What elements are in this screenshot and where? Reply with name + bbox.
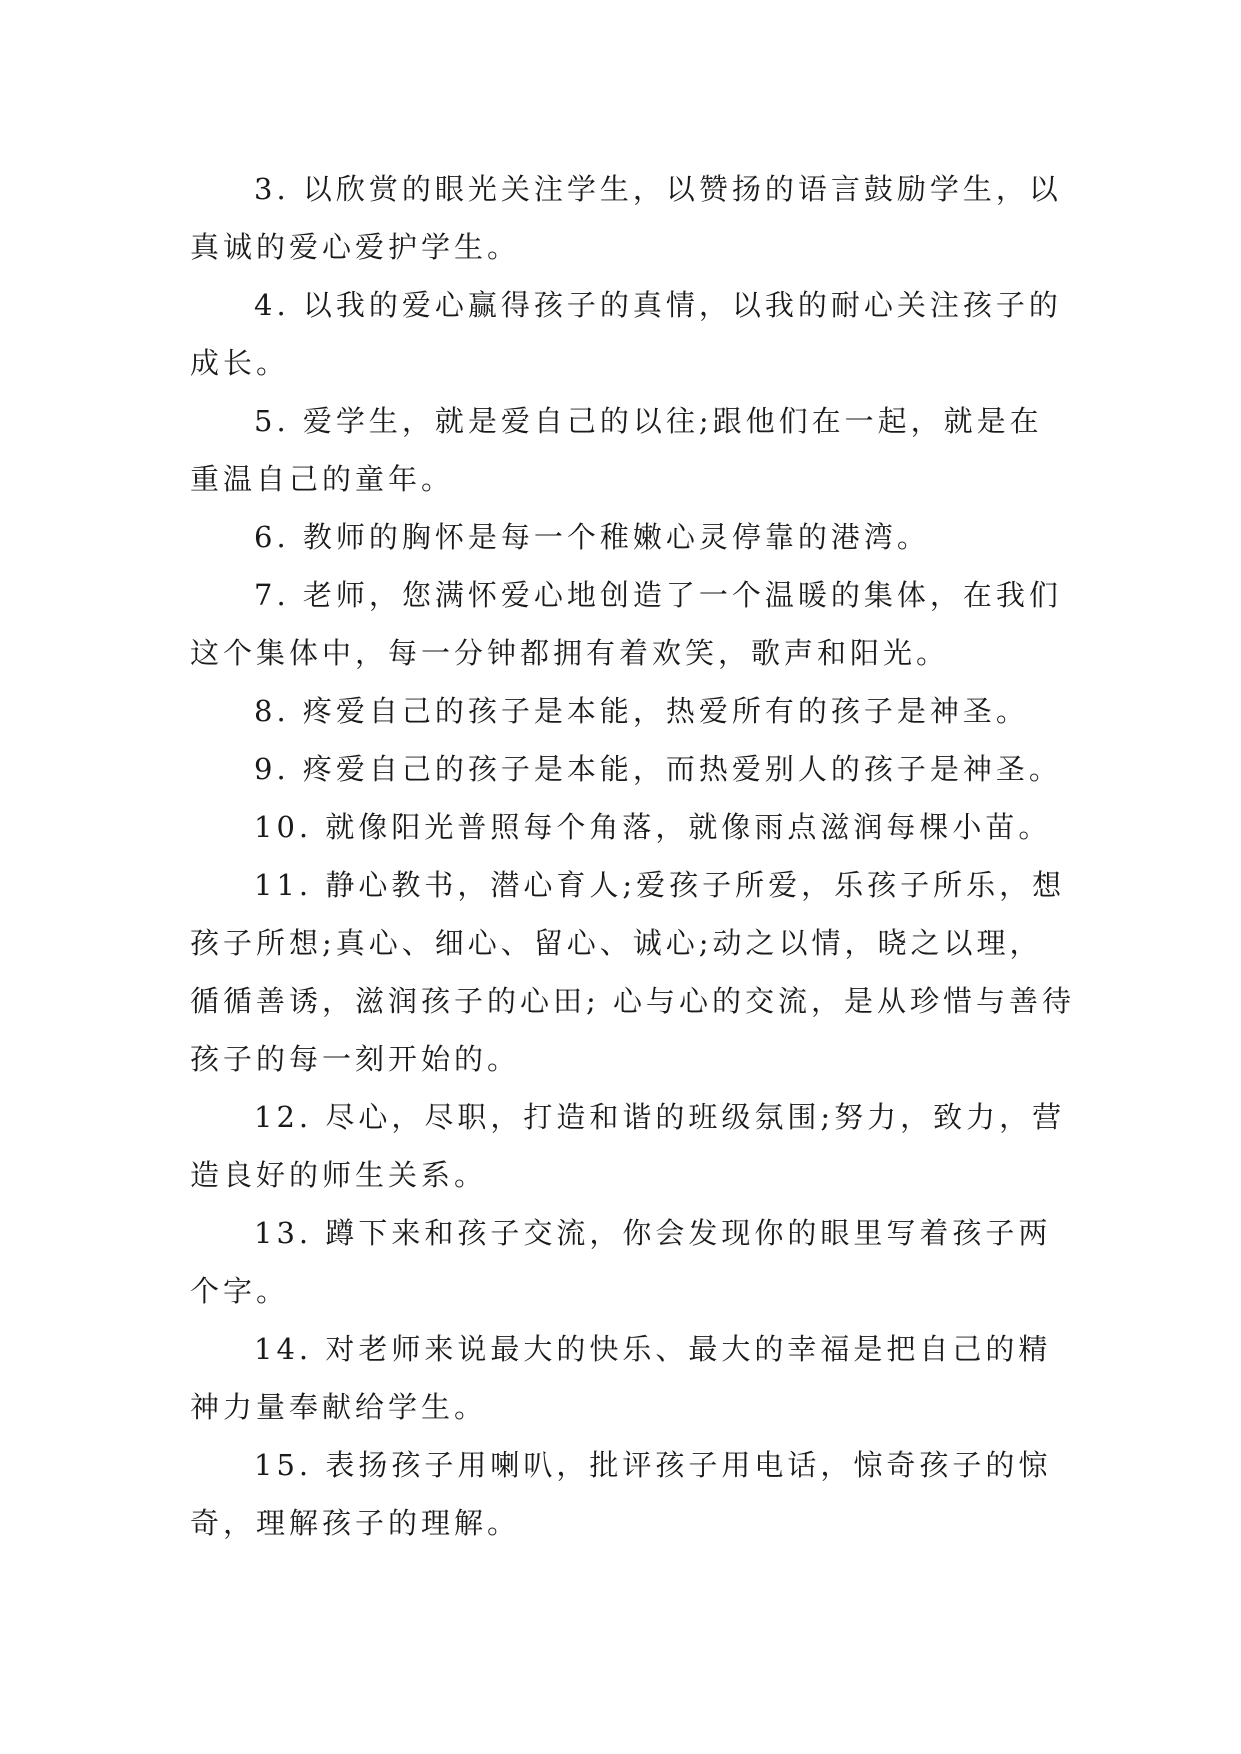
paragraph-15: 15. 表扬孩子用喇叭，批评孩子用电话，惊奇孩子的惊奇，理解孩子的理解。 bbox=[190, 1448, 1052, 1540]
document-body bbox=[190, 160, 1075, 1552]
paragraph-9: 9. 疼爱自己的孩子是本能，而热爱别人的孩子是神圣。 bbox=[254, 752, 1062, 786]
paragraph-10: 10. 就像阳光普照每个角落，就像雨点滋润每棵小苗。 bbox=[254, 810, 1052, 844]
paragraph-11: 11. 静心教书，潜心育人;爱孩子所爱，乐孩子所乐，想孩子所想;真心、细心、留心、诚心;动之以情，晓之以理，循循善诱，滋润孩子的心田; 心与心的交流，是从珍惜与善待孩子的每一刻开始的。 bbox=[190, 868, 1075, 1076]
paragraph-3: 3. 以欣赏的眼光关注学生，以赞扬的语言鼓励学生，以真诚的爱心爱护学生。 bbox=[190, 172, 1062, 264]
paragraph-5: 5. 爱学生，就是爱自己的以往;跟他们在一起，就是在重温自己的童年。 bbox=[190, 404, 1043, 496]
paragraph-4: 4. 以我的爱心赢得孩子的真情，以我的耐心关注孩子的成长。 bbox=[190, 288, 1062, 380]
paragraph-6: 6. 教师的胸怀是每一个稚嫩心灵停靠的港湾。 bbox=[254, 520, 930, 554]
paragraph-14: 14. 对老师来说最大的快乐、最大的幸福是把自己的精神力量奉献给学生。 bbox=[190, 1332, 1052, 1424]
paragraph-12: 12. 尽心，尽职，打造和谐的班级氛围;努力，致力，营造良好的师生关系。 bbox=[190, 1100, 1066, 1192]
paragraph-8: 8. 疼爱自己的孩子是本能，热爱所有的孩子是神圣。 bbox=[254, 694, 1029, 728]
paragraph-13: 13. 蹲下来和孩子交流，你会发现你的眼里写着孩子两个字。 bbox=[190, 1216, 1052, 1308]
paragraph-7: 7. 老师，您满怀爱心地创造了一个温暖的集体，在我们这个集体中，每一分钟都拥有着欢笑，歌声和阳光。 bbox=[190, 578, 1062, 670]
